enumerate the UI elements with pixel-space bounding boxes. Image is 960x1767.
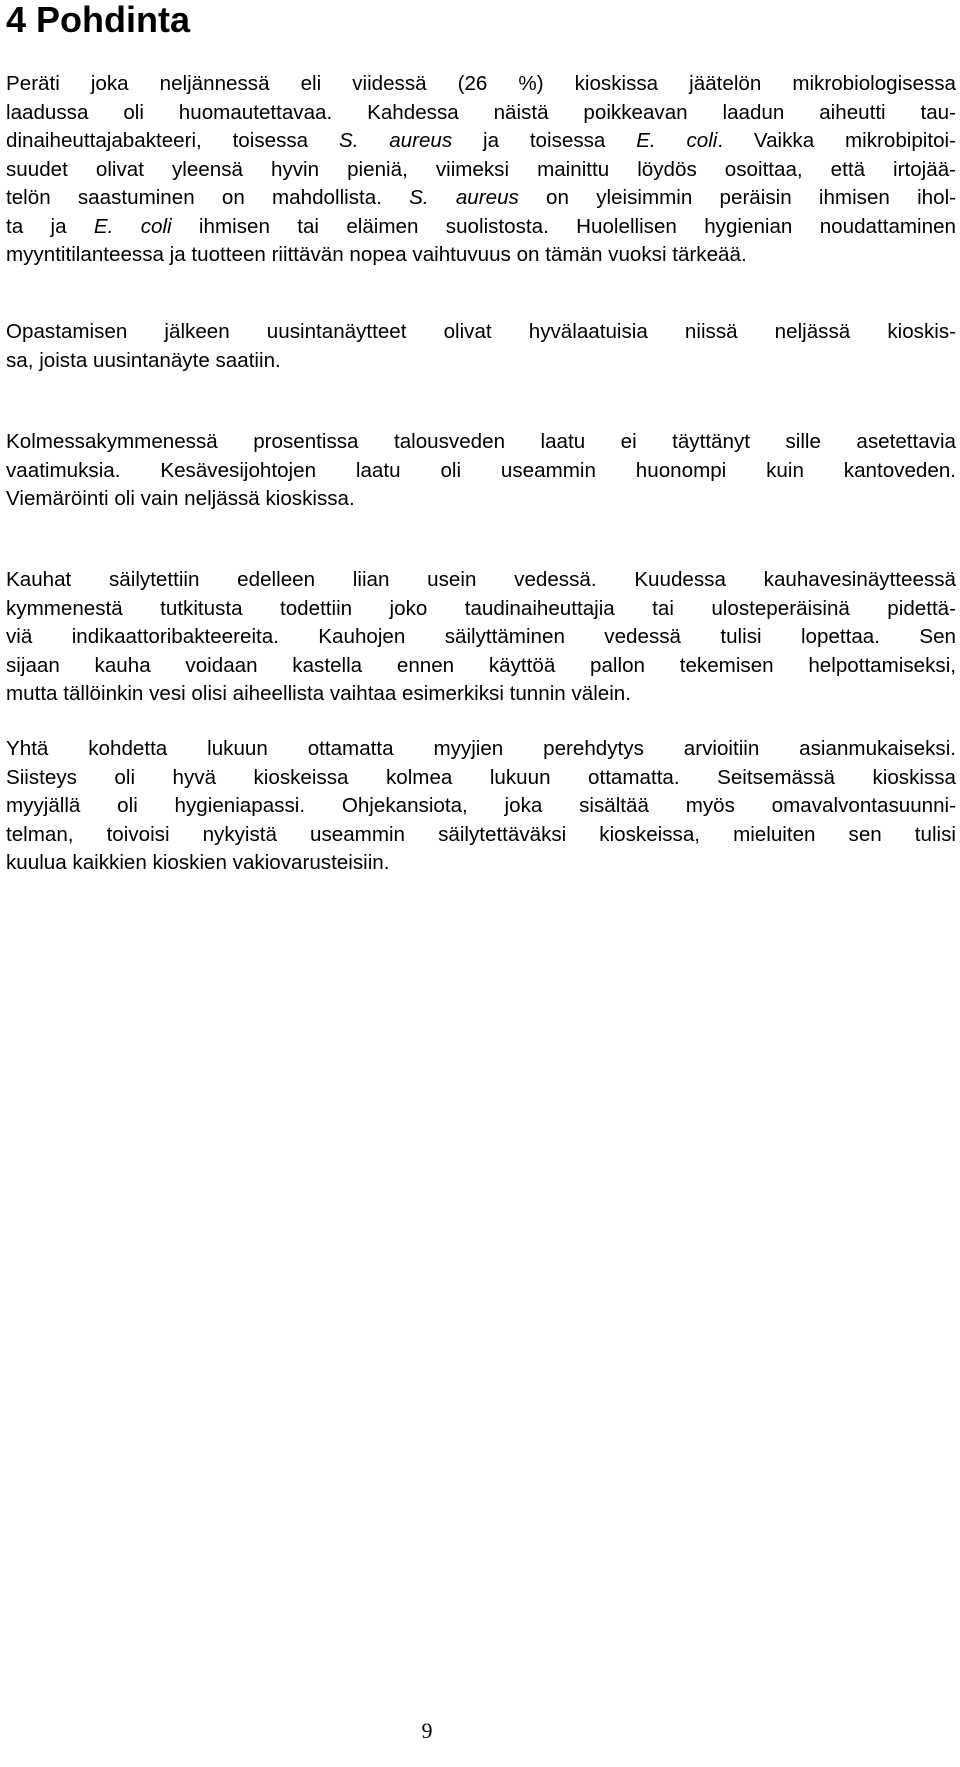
text-segment: vaatimuksia. Kesävesijohtojen laatu oli useammin huonompi kuin kantoveden.: [6, 458, 956, 482]
text-line: [6, 485, 956, 514]
text-segment: dinaiheuttajabakteeri, toisessa: [6, 129, 339, 152]
text-segment: . Vaikka mikrobipitoi-: [717, 129, 956, 152]
text-segment: ihmisen tai eläimen suolistosta. Huolellisen hygienian noudattaminen: [171, 214, 956, 238]
text-line: [6, 821, 956, 850]
text-segment: myyntitilanteessa ja tuotteen riittävän nopea vaihtuvuus on tämän vuoksi tärkeää.: [6, 243, 747, 266]
text-segment: Opastamisen jälkeen uusintanäytteet olivat hyvälaatuisia niissä neljässä kioskis-: [6, 320, 956, 343]
text-segment: suudet olivat yleensä hyvin pieniä, viimeksi mainittu löydös osoittaa, että irtojää-: [6, 157, 956, 181]
text-line: [6, 318, 956, 347]
paragraph-staff-hygiene: [6, 735, 956, 878]
text-line: [6, 127, 956, 156]
text-segment: telman, toivoisi nykyistä useammin säilytettäväksi kioskeissa, mieluiten sen tulisi: [6, 822, 956, 846]
text-line: [6, 457, 956, 486]
text-line: [6, 764, 956, 793]
text-line: [6, 566, 956, 595]
text-segment: telön saastuminen on mahdollista.: [6, 186, 410, 209]
text-segment: kymmenestä tutkitusta todettiin joko taudinaiheuttajia tai ulosteperäisinä pidettä-: [6, 596, 956, 620]
text-line: [6, 792, 956, 821]
page-number: 9: [421, 1718, 433, 1743]
text-line: [6, 735, 956, 764]
text-segment: mutta tällöinkin vesi olisi aiheellista vaihtaa esimerkiksi tunnin välein.: [6, 682, 631, 705]
text-segment: myyjällä oli hygieniapassi. Ohjekansiota, joka sisältää myös omavalvontasuunni-: [6, 794, 956, 817]
text-segment: Peräti joka neljännessä eli viidessä (26 %) kioskissa jäätelön mikrobiologisessa: [6, 72, 956, 95]
italic-species-name: S. aureus: [338, 129, 453, 152]
text-segment: sijaan kauha voidaan kastella ennen käyttöä pallon tekemisen helpottamiseksi,: [6, 653, 956, 677]
text-segment: on yleisimmin peräisin ihmisen ihol-: [518, 186, 957, 209]
text-line: [6, 213, 956, 242]
paragraph-resampling: [6, 318, 956, 375]
text-line: [6, 428, 956, 457]
text-segment: sa, joista uusintanäyte saatiin.: [6, 348, 281, 372]
text-segment: laadussa oli huomautettavaa. Kahdessa näistä poikkeavan laadun aiheutti tau-: [6, 100, 956, 124]
paragraph-water-quality: [6, 428, 956, 514]
text-segment: viä indikaattoribakteereita. Kauhojen säilyttäminen vedessä tulisi lopettaa. Sen: [6, 625, 956, 648]
italic-species-name: E. coli: [636, 129, 718, 152]
italic-species-name: E. coli: [93, 214, 172, 238]
text-segment: Kauhat säilytettiin edelleen liian usein vedessä. Kuudessa kauhavesinäytteessä: [6, 568, 956, 591]
text-line: [6, 595, 956, 624]
text-line: [6, 70, 956, 99]
text-segment: Yhtä kohdetta lukuun ottamatta myyjien perehdytys arvioitiin asianmukaiseksi.: [6, 737, 956, 760]
paragraph-scoop-storage: [6, 566, 956, 709]
text-segment: Siisteys oli hyvä kioskeissa kolmea lukuun ottamatta. Seitsemässä kioskissa: [6, 765, 956, 789]
italic-species-name: S. aureus: [409, 186, 519, 209]
section-heading: 4 Pohdinta: [6, 0, 191, 40]
text-line: [6, 652, 956, 681]
text-line: [6, 156, 956, 185]
text-segment: ja toisessa: [452, 129, 637, 152]
text-segment: kuulua kaikkien kioskien vakiovarusteisiin.: [6, 851, 390, 874]
paragraph-ice-cream-quality: [6, 70, 956, 270]
text-line: [6, 347, 956, 376]
text-segment: ta ja: [6, 214, 94, 238]
text-line: [6, 184, 956, 213]
text-line: [6, 241, 956, 270]
text-segment: Kolmessakymmenessä prosentissa talousveden laatu ei täyttänyt sille asetettavia: [6, 430, 956, 453]
text-line: [6, 99, 956, 128]
text-line: [6, 623, 956, 652]
text-line: [6, 849, 956, 878]
text-segment: Viemäröinti oli vain neljässä kioskissa.: [6, 487, 355, 510]
text-line: [6, 680, 956, 709]
